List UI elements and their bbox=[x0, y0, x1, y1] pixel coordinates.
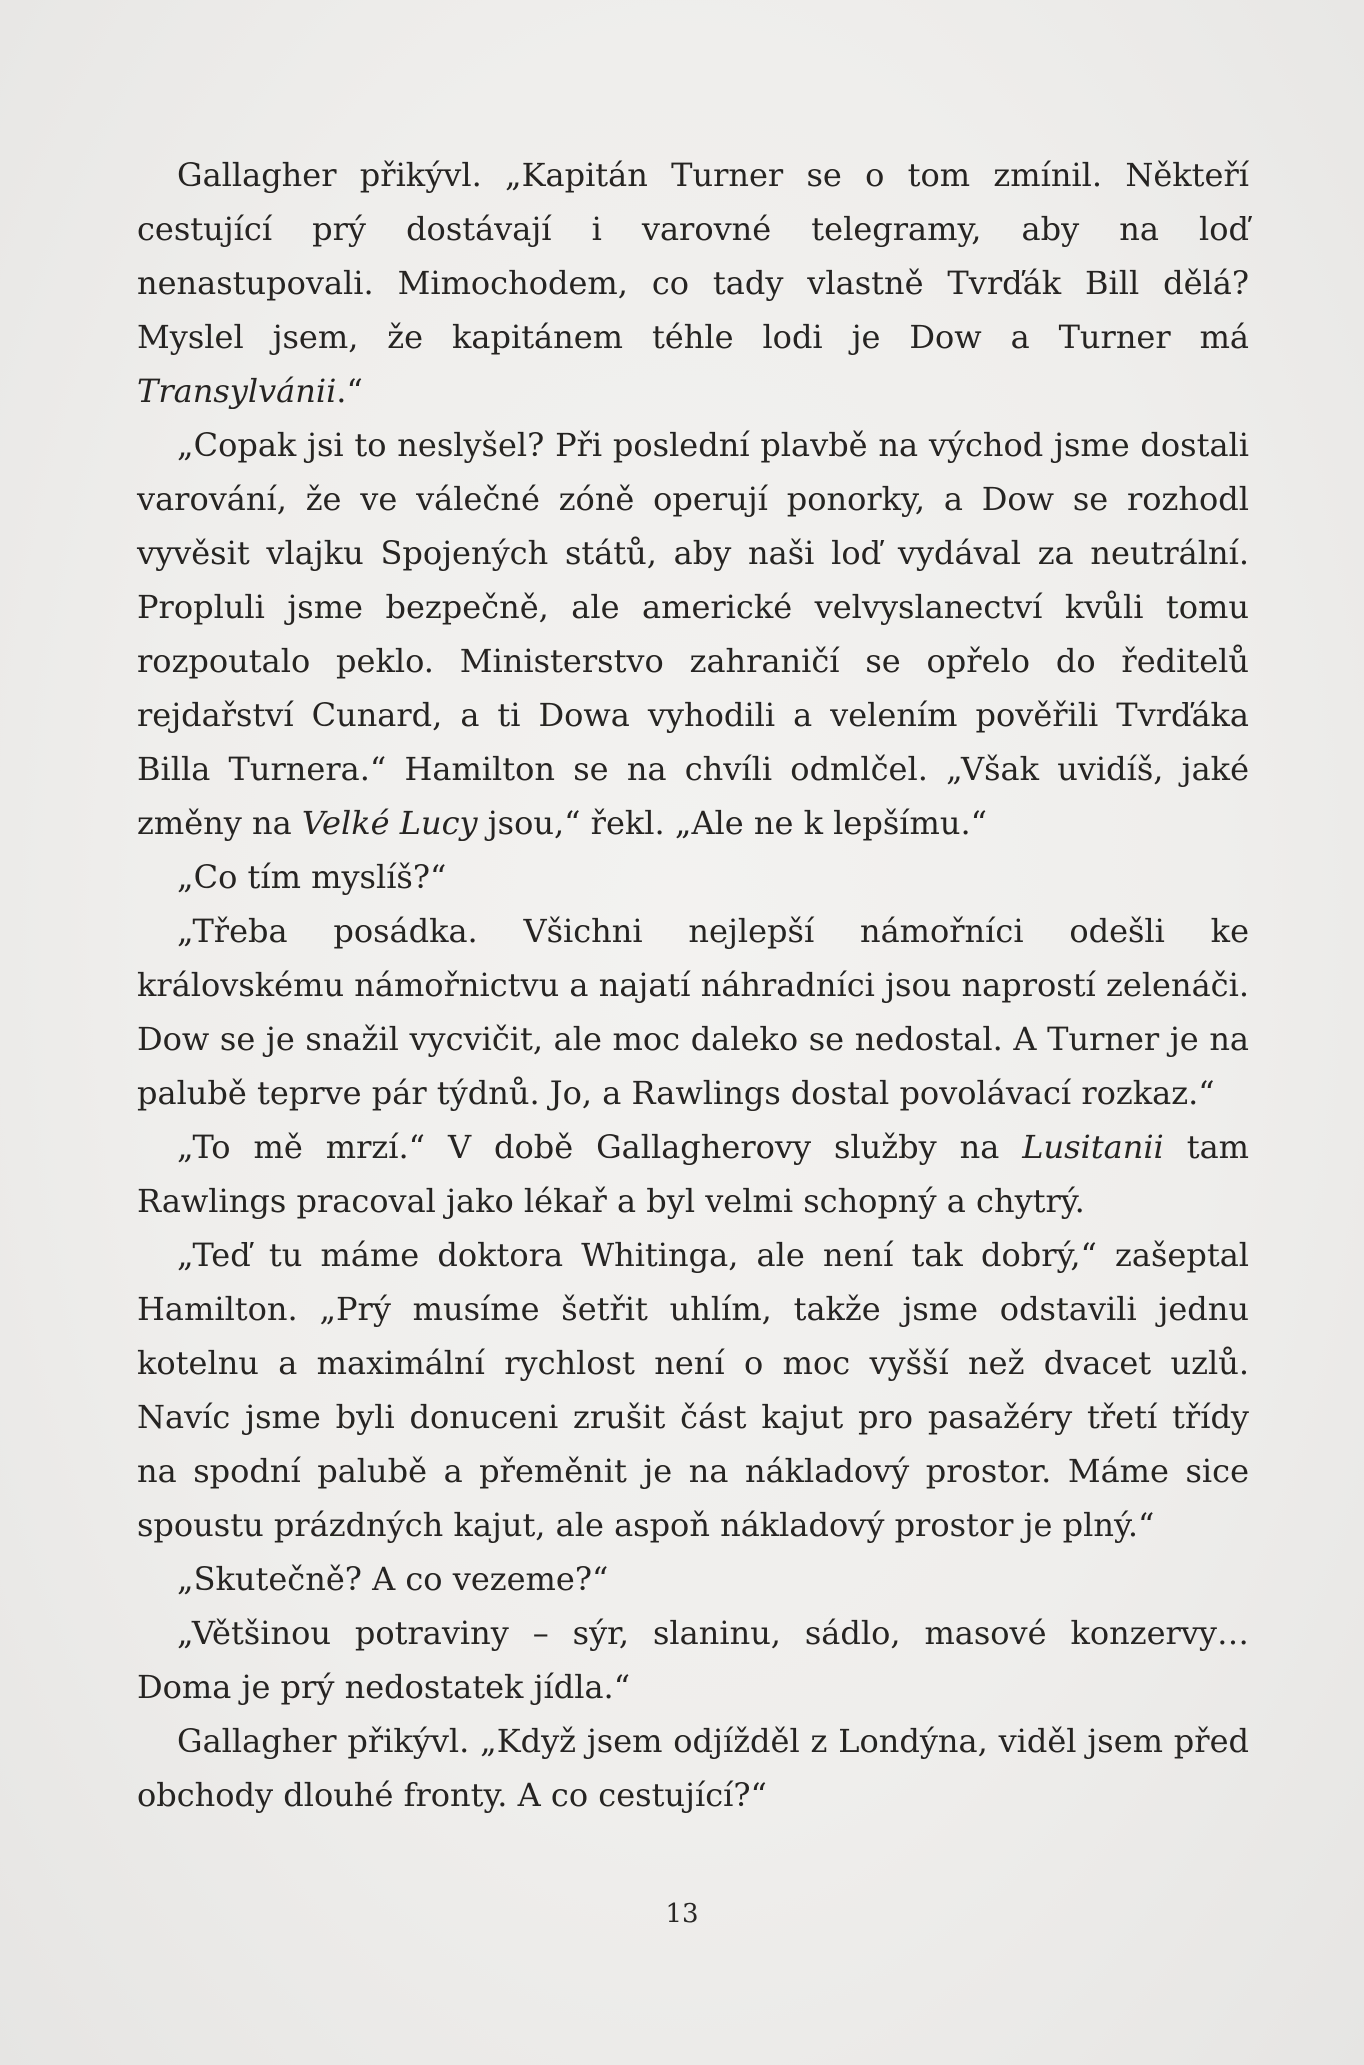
paragraph bbox=[137, 148, 1249, 418]
text-run: „Většinou potraviny – sýr, slaninu, sádlo, masové konzervy… Doma je prý nedostatek jídla.“ bbox=[137, 1614, 1249, 1706]
paragraph bbox=[137, 904, 1249, 1120]
paragraph bbox=[137, 1120, 1249, 1228]
text-run: Gallagher přikývl. „Když jsem odjížděl z Londýna, viděl jsem před obchody dlouhé fronty. A co cestující?“ bbox=[137, 1722, 1249, 1814]
paragraph bbox=[137, 850, 1249, 904]
paragraph bbox=[137, 1552, 1249, 1606]
italic-text: Transylvánii bbox=[137, 372, 337, 410]
body-text bbox=[137, 148, 1249, 1822]
text-run: „Teď tu máme doktora Whitinga, ale není tak dobrý,“ zašeptal Hamilton. „Prý musíme šetřit uhlím, takže jsme odstavili jednu kotelnu a maximální rychlost není o moc vyšší než dvacet uzlů. Navíc jsme byli donuceni zrušit část kajut pro pasažéry třetí třídy na spodní palubě a přeměnit je na nákladový prostor. Máme sice spoustu prázdných kajut, ale aspoň nákladový prostor je plný.“ bbox=[137, 1236, 1249, 1544]
text-run: „Copak jsi to neslyšel? Při poslední plavbě na východ jsme dostali varování, že ve válečné zóně operují ponorky, a Dow se rozhodl vyvěsit vlajku Spojených států, aby naši loď vydával za neutrální. Propluli jsme bezpečně, ale americké velvyslanectví kvůli tomu rozpoutalo peklo. Ministerstvo zahraničí se opřelo do ředitelů rejdařství Cunard, a ti Dowa vyhodili a velením pověřili Tvrďáka Billa Turnera.“ Hamilton se na chvíli odmlčel. „Však uvidíš, jaké změny na bbox=[137, 426, 1249, 842]
page-number: 13 bbox=[665, 1899, 699, 1929]
text-run: „Skutečně? A co vezeme?“ bbox=[177, 1560, 609, 1598]
text-run: jsou,“ řekl. „Ale ne k lepšímu.“ bbox=[477, 804, 987, 842]
text-run: .“ bbox=[336, 372, 363, 410]
italic-text: Velké Lucy bbox=[301, 804, 478, 842]
paragraph bbox=[137, 1228, 1249, 1552]
text-run: „Co tím myslíš?“ bbox=[177, 858, 447, 896]
paragraph bbox=[137, 1606, 1249, 1714]
text-run: „Třeba posádka. Všichni nejlepší námořníci odešli ke královskému námořnictvu a najatí náhradníci jsou naprostí zelenáči. Dow se je snažil vycvičit, ale moc daleko se nedostal. A Turner je na palubě teprve pár týdnů. Jo, a Rawlings dostal povolávací rozkaz.“ bbox=[137, 912, 1249, 1112]
text-run: tam Rawlings pracoval jako lékař a byl velmi schopný a chytrý. bbox=[137, 1128, 1250, 1220]
paragraph bbox=[137, 1714, 1249, 1822]
text-run: Gallagher přikývl. „Kapitán Turner se o tom zmínil. Někteří cestující prý dostávají i varovné telegramy, aby na loď nenastupovali. Mimochodem, co tady vlastně Tvrďák Bill dělá? Myslel jsem, že kapitánem téhle lodi je Dow a Turner má bbox=[137, 156, 1249, 356]
text-run: „To mě mrzí.“ V době Gallagherovy služby na bbox=[177, 1128, 1023, 1166]
italic-text: Lusitanii bbox=[1022, 1128, 1164, 1166]
paragraph bbox=[137, 418, 1249, 850]
